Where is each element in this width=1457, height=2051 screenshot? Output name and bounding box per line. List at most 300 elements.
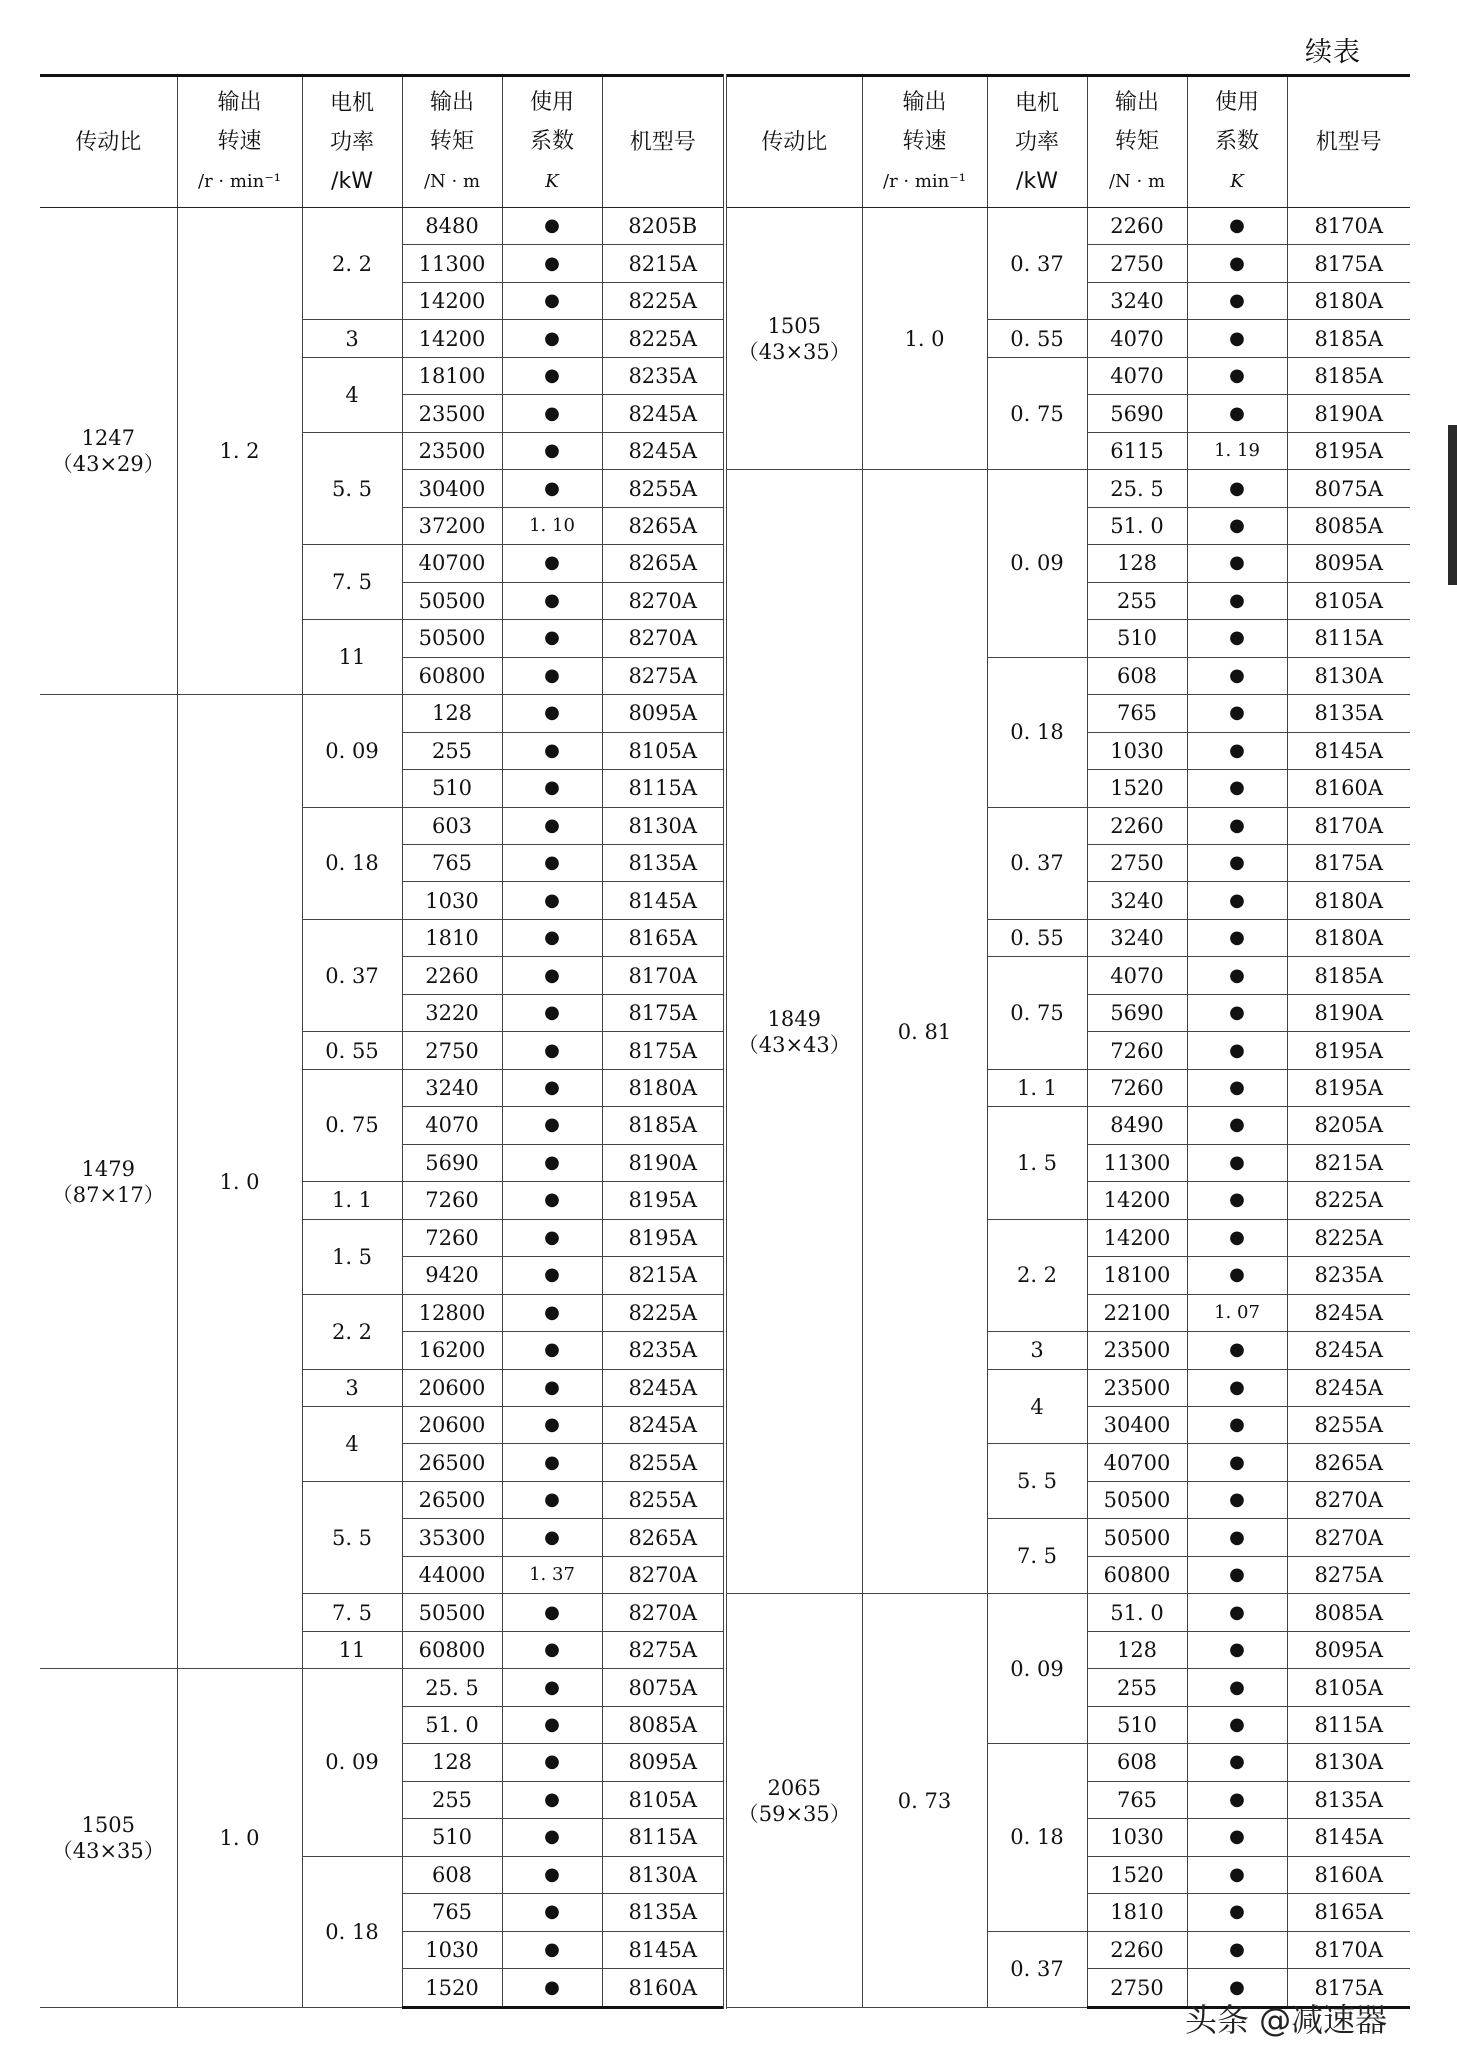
model-number-cell: 8095A [602,1744,725,1781]
model-number-cell: 8115A [602,1819,725,1856]
service-factor-cell: ● [1187,395,1287,432]
service-factor-cell: ● [502,1744,602,1781]
service-factor-cell: ● [502,1369,602,1406]
output-torque-cell: 4070 [1087,357,1187,394]
service-factor-cell: 1. 10 [502,507,602,544]
output-torque-cell: 50500 [402,1594,502,1631]
service-factor-cell: ● [1187,657,1287,694]
service-factor-cell: ● [502,320,602,357]
model-number-cell: 8270A [1287,1519,1410,1556]
output-torque-cell: 7260 [1087,1032,1187,1069]
output-torque-cell: 60800 [402,657,502,694]
output-torque-cell: 128 [402,695,502,732]
service-factor-cell: ● [1187,882,1287,919]
output-torque-cell: 9420 [402,1257,502,1294]
service-factor-cell: ● [502,770,602,807]
output-torque-cell: 1810 [402,919,502,956]
motor-power-cell-right: 0. 37 [987,1931,1087,2007]
output-torque-cell: 255 [1087,582,1187,619]
ratio-value: 1849 [767,1006,821,1031]
service-factor-cell: ● [502,1669,602,1706]
gear-stage-spec: （43×29） [51,452,165,477]
ratio-cell-left [40,695,177,1669]
model-number-cell: 8130A [602,1856,725,1893]
model-number-cell: 8175A [1287,844,1410,881]
motor-power-cell-left: 0. 18 [302,807,402,919]
motor-power-cell-right: 0. 09 [987,470,1087,657]
service-factor-cell: ● [1187,1444,1287,1481]
ratio-value: 1479 [81,1156,135,1181]
model-number-cell: 8170A [602,957,725,994]
header-torque-right: 输出 转矩 /N · m [1087,76,1187,208]
model-number-cell: 8255A [602,1444,725,1481]
motor-power-cell-right: 1. 1 [987,1069,1087,1106]
output-torque-cell: 7260 [1087,1069,1187,1106]
model-number-cell: 8180A [602,1069,725,1106]
output-torque-cell: 50500 [402,620,502,657]
output-torque-cell: 12800 [402,1294,502,1331]
model-number-cell: 8165A [602,919,725,956]
motor-power-cell-left: 1. 1 [302,1182,402,1219]
output-torque-cell: 2260 [1087,1931,1187,1968]
model-number-cell: 8185A [1287,957,1410,994]
service-factor-cell: ● [1187,1669,1287,1706]
output-torque-cell: 1030 [402,1931,502,1968]
motor-power-cell-left: 1. 5 [302,1219,402,1294]
model-number-cell: 8105A [1287,582,1410,619]
service-factor-cell: ● [502,1144,602,1181]
service-factor-cell: ● [502,657,602,694]
model-number-cell: 8205A [1287,1107,1410,1144]
model-number-cell: 8225A [602,1294,725,1331]
service-factor-cell: ● [1187,1481,1287,1518]
output-speed-cell-left: 1. 0 [177,695,302,1669]
output-torque-cell: 1030 [1087,1819,1187,1856]
output-torque-cell: 1520 [1087,770,1187,807]
header-factor-left: 使用 系数 K [502,76,602,208]
service-factor-cell: ● [502,432,602,469]
motor-power-cell-left: 4 [302,357,402,432]
service-factor-cell: ● [1187,1032,1287,1069]
output-torque-cell: 20600 [402,1369,502,1406]
model-number-cell: 8075A [602,1669,725,1706]
output-torque-cell: 50500 [402,582,502,619]
service-factor-cell: ● [502,732,602,769]
output-speed-cell-left: 1. 2 [177,208,302,695]
output-torque-cell: 2260 [1087,807,1187,844]
motor-power-cell-left: 0. 55 [302,1032,402,1069]
service-factor-cell: ● [1187,1257,1287,1294]
service-factor-cell: ● [1187,957,1287,994]
output-torque-cell: 1520 [1087,1856,1187,1893]
model-number-cell: 8245A [1287,1369,1410,1406]
header-factor-right: 使用 系数 K [1187,76,1287,208]
output-torque-cell: 16200 [402,1332,502,1369]
output-torque-cell: 1810 [1087,1894,1187,1931]
model-number-cell: 8225A [1287,1219,1410,1256]
output-torque-cell: 51. 0 [1087,1594,1187,1631]
output-torque-cell: 510 [1087,620,1187,657]
service-factor-cell: ● [502,1856,602,1893]
model-number-cell: 8275A [1287,1556,1410,1593]
output-torque-cell: 18100 [1087,1257,1187,1294]
service-factor-cell: ● [1187,1931,1287,1968]
output-torque-cell: 50500 [1087,1481,1187,1518]
service-factor-cell: ● [1187,208,1287,245]
service-factor-cell: ● [502,1444,602,1481]
model-number-cell: 8215A [602,245,725,282]
service-factor-cell: ● [502,882,602,919]
model-number-cell: 8115A [1287,1706,1410,1743]
service-factor-cell: ● [1187,1969,1287,2008]
output-speed-cell-right: 0. 73 [862,1594,987,2008]
output-torque-cell: 23500 [1087,1369,1187,1406]
motor-power-cell-left: 0. 09 [302,695,402,807]
output-torque-cell: 26500 [402,1444,502,1481]
model-number-cell: 8245A [602,1407,725,1444]
model-number-cell: 8115A [1287,620,1410,657]
service-factor-cell: ● [502,282,602,319]
output-torque-cell: 2750 [1087,245,1187,282]
output-torque-cell: 510 [1087,1706,1187,1743]
table-continued-caption: 续表 [1305,37,1361,68]
service-factor-cell: ● [502,1706,602,1743]
model-number-cell: 8105A [602,1781,725,1818]
model-number-cell: 8245A [1287,1332,1410,1369]
model-number-cell: 8145A [602,1931,725,1968]
motor-power-cell-left: 0. 18 [302,1856,402,2007]
output-torque-cell: 11300 [402,245,502,282]
service-factor-cell: ● [502,957,602,994]
model-number-cell: 8175A [602,1032,725,1069]
output-torque-cell: 255 [402,732,502,769]
motor-power-cell-left: 4 [302,1407,402,1482]
model-number-cell: 8275A [602,1631,725,1668]
motor-power-cell-right: 0. 75 [987,357,1087,469]
model-number-cell: 8135A [1287,695,1410,732]
ratio-value: 1505 [81,1813,135,1838]
model-number-cell: 8270A [1287,1481,1410,1518]
model-number-cell: 8235A [602,1332,725,1369]
gear-reducer-selection-table [40,74,1410,2009]
service-factor-cell: ● [1187,1107,1287,1144]
ratio-cell-right [725,470,862,1594]
service-factor-cell: ● [502,1894,602,1931]
model-number-cell: 8175A [1287,245,1410,282]
header-torque-left: 输出 转矩 /N · m [402,76,502,208]
output-torque-cell: 25. 5 [1087,470,1187,507]
output-torque-cell: 3240 [1087,282,1187,319]
output-torque-cell: 5690 [1087,994,1187,1031]
service-factor-cell: ● [1187,1631,1287,1668]
gear-stage-spec: （87×17） [51,1182,165,1207]
service-factor-cell: 1. 37 [502,1556,602,1593]
output-torque-cell: 22100 [1087,1294,1187,1331]
gear-stage-spec: （43×35） [737,339,851,364]
model-number-cell: 8180A [1287,882,1410,919]
output-torque-cell: 51. 0 [402,1706,502,1743]
output-torque-cell: 3240 [1087,919,1187,956]
service-factor-cell: ● [502,1594,602,1631]
service-factor-cell: ● [1187,1856,1287,1893]
model-number-cell: 8180A [1287,919,1410,956]
service-factor-cell: ● [502,1519,602,1556]
service-factor-cell: ● [502,1069,602,1106]
model-number-cell: 8195A [1287,432,1410,469]
model-number-cell: 8235A [602,357,725,394]
model-number-cell: 8135A [1287,1781,1410,1818]
motor-power-cell-right: 0. 09 [987,1594,1087,1744]
service-factor-cell: ● [502,1781,602,1818]
model-number-cell: 8085A [602,1706,725,1743]
service-factor-cell: ● [502,470,602,507]
motor-power-cell-right: 0. 18 [987,657,1087,807]
ratio-value: 1505 [767,313,821,338]
ratio-value: 2065 [767,1775,821,1800]
motor-power-cell-left: 11 [302,1631,402,1668]
output-torque-cell: 23500 [1087,1332,1187,1369]
model-number-cell: 8170A [1287,807,1410,844]
output-torque-cell: 608 [402,1856,502,1893]
service-factor-cell: ● [1187,732,1287,769]
output-torque-cell: 603 [402,807,502,844]
model-number-cell: 8190A [1287,994,1410,1031]
output-torque-cell: 5690 [402,1144,502,1181]
output-torque-cell: 40700 [402,545,502,582]
service-factor-cell: ● [502,1931,602,1968]
service-factor-cell: ● [1187,1781,1287,1818]
model-number-cell: 8105A [602,732,725,769]
service-factor-cell: ● [1187,1369,1287,1406]
model-number-cell: 8270A [602,1594,725,1631]
service-factor-cell: ● [1187,1182,1287,1219]
model-number-cell: 8270A [602,582,725,619]
page-edge-tab [1448,425,1457,585]
motor-power-cell-left: 0. 09 [302,1669,402,1856]
motor-power-cell-right: 0. 37 [987,807,1087,919]
output-torque-cell: 60800 [402,1631,502,1668]
output-torque-cell: 765 [402,1894,502,1931]
service-factor-cell: ● [502,1107,602,1144]
model-number-cell: 8095A [1287,545,1410,582]
motor-power-cell-right: 5. 5 [987,1444,1087,1519]
model-number-cell: 8130A [1287,657,1410,694]
output-torque-cell: 8480 [402,208,502,245]
output-torque-cell: 2750 [1087,844,1187,881]
service-factor-cell: ● [1187,844,1287,881]
motor-power-cell-left: 2. 2 [302,208,402,320]
output-torque-cell: 25. 5 [402,1669,502,1706]
output-torque-cell: 50500 [1087,1519,1187,1556]
model-number-cell: 8245A [602,1369,725,1406]
model-number-cell: 8255A [602,470,725,507]
service-factor-cell: ● [1187,1819,1287,1856]
service-factor-cell: ● [1187,1594,1287,1631]
model-number-cell: 8185A [602,1107,725,1144]
output-torque-cell: 3240 [1087,882,1187,919]
model-number-cell: 8195A [602,1219,725,1256]
ratio-cell-left [40,1669,177,2008]
motor-power-cell-right: 2. 2 [987,1219,1087,1331]
service-factor-cell: ● [502,807,602,844]
service-factor-cell: ● [502,1294,602,1331]
service-factor-cell: ● [1187,1556,1287,1593]
output-torque-cell: 14200 [402,282,502,319]
model-number-cell: 8225A [1287,1182,1410,1219]
model-number-cell: 8270A [602,620,725,657]
watermark: 头条 @减速器 [1185,2001,1388,2039]
output-torque-cell: 30400 [1087,1407,1187,1444]
service-factor-cell: ● [502,695,602,732]
model-number-cell: 8095A [602,695,725,732]
model-number-cell: 8130A [1287,1744,1410,1781]
motor-power-cell-right: 0. 18 [987,1744,1087,1931]
header-power-left: 电机 功率 /kW [302,76,402,208]
motor-power-cell-right: 1. 5 [987,1107,1087,1219]
output-torque-cell: 51. 0 [1087,507,1187,544]
service-factor-cell: ● [502,620,602,657]
service-factor-cell: ● [502,245,602,282]
service-factor-cell: ● [1187,1407,1287,1444]
model-number-cell: 8265A [1287,1444,1410,1481]
service-factor-cell: ● [502,1631,602,1668]
service-factor-cell: ● [1187,1144,1287,1181]
model-number-cell: 8145A [602,882,725,919]
output-torque-cell: 128 [1087,1631,1187,1668]
service-factor-cell: ● [502,357,602,394]
output-torque-cell: 255 [402,1781,502,1818]
output-torque-cell: 510 [402,1819,502,1856]
model-number-cell: 8145A [1287,1819,1410,1856]
output-torque-cell: 18100 [402,357,502,394]
service-factor-cell: ● [502,1819,602,1856]
service-factor-cell: ● [502,1032,602,1069]
model-number-cell: 8180A [1287,282,1410,319]
output-torque-cell: 3220 [402,994,502,1031]
model-number-cell: 8245A [602,395,725,432]
service-factor-cell: ● [1187,245,1287,282]
output-torque-cell: 4070 [1087,320,1187,357]
service-factor-cell: ● [1187,770,1287,807]
service-factor-cell: ● [502,1182,602,1219]
model-number-cell: 8190A [1287,395,1410,432]
output-torque-cell: 1030 [1087,732,1187,769]
output-torque-cell: 23500 [402,395,502,432]
service-factor-cell: ● [1187,1069,1287,1106]
model-number-cell: 8190A [602,1144,725,1181]
motor-power-cell-left: 7. 5 [302,1594,402,1631]
output-torque-cell: 608 [1087,1744,1187,1781]
model-number-cell: 8175A [602,994,725,1031]
output-speed-cell-right: 1. 0 [862,208,987,470]
output-torque-cell: 60800 [1087,1556,1187,1593]
service-factor-cell: ● [1187,1519,1287,1556]
service-factor-cell: ● [1187,1894,1287,1931]
output-torque-cell: 8490 [1087,1107,1187,1144]
model-number-cell: 8085A [1287,1594,1410,1631]
output-torque-cell: 37200 [402,507,502,544]
model-number-cell: 8235A [1287,1257,1410,1294]
model-number-cell: 8255A [602,1481,725,1518]
motor-power-cell-left: 3 [302,320,402,357]
model-number-cell: 8185A [1287,320,1410,357]
model-number-cell: 8245A [602,432,725,469]
motor-power-cell-left: 3 [302,1369,402,1406]
model-number-cell: 8255A [1287,1407,1410,1444]
model-number-cell: 8160A [1287,770,1410,807]
output-torque-cell: 608 [1087,657,1187,694]
output-torque-cell: 765 [1087,1781,1187,1818]
service-factor-cell: ● [502,395,602,432]
service-factor-cell: ● [502,208,602,245]
output-torque-cell: 2750 [1087,1969,1187,2008]
motor-power-cell-left: 0. 37 [302,919,402,1031]
model-number-cell: 8195A [602,1182,725,1219]
header-model-left: 机型号 [602,76,725,208]
service-factor-cell: ● [1187,357,1287,394]
model-number-cell: 8245A [1287,1294,1410,1331]
motor-power-cell-left: 11 [302,620,402,695]
service-factor-cell: ● [502,1332,602,1369]
service-factor-cell: ● [1187,919,1287,956]
motor-power-cell-right: 0. 75 [987,957,1087,1069]
header-model-right: 机型号 [1287,76,1410,208]
output-torque-cell: 14200 [1087,1182,1187,1219]
motor-power-cell-left: 0. 75 [302,1069,402,1181]
model-number-cell: 8160A [1287,1856,1410,1893]
service-factor-cell: ● [1187,582,1287,619]
ratio-cell-right [725,1594,862,2008]
output-torque-cell: 5690 [1087,395,1187,432]
output-torque-cell: 20600 [402,1407,502,1444]
model-number-cell: 8265A [602,1519,725,1556]
output-torque-cell: 1520 [402,1969,502,2008]
output-torque-cell: 7260 [402,1182,502,1219]
ratio-cell-right [725,208,862,470]
motor-power-cell-right: 0. 37 [987,208,1087,320]
model-number-cell: 8145A [1287,732,1410,769]
output-torque-cell: 7260 [402,1219,502,1256]
motor-power-cell-right: 0. 55 [987,320,1087,357]
model-number-cell: 8075A [1287,470,1410,507]
motor-power-cell-left: 7. 5 [302,545,402,620]
model-number-cell: 8170A [1287,1931,1410,1968]
output-speed-cell-right: 0. 81 [862,470,987,1594]
service-factor-cell: ● [1187,1219,1287,1256]
motor-power-cell-right: 4 [987,1369,1087,1444]
output-torque-cell: 2750 [402,1032,502,1069]
output-torque-cell: 44000 [402,1556,502,1593]
motor-power-cell-left: 2. 2 [302,1294,402,1369]
output-torque-cell: 255 [1087,1669,1187,1706]
model-number-cell: 8115A [602,770,725,807]
service-factor-cell: ● [502,582,602,619]
motor-power-cell-right: 3 [987,1332,1087,1369]
model-number-cell: 8095A [1287,1631,1410,1668]
output-torque-cell: 1030 [402,882,502,919]
model-number-cell: 8105A [1287,1669,1410,1706]
header-speed-right: 输出 转速 /r · min⁻¹ [862,76,987,208]
output-torque-cell: 26500 [402,1481,502,1518]
table-row [40,208,1410,245]
service-factor-cell: ● [1187,620,1287,657]
table-body [40,208,1410,2008]
model-number-cell: 8205B [602,208,725,245]
gear-stage-spec: （43×35） [51,1839,165,1864]
output-torque-cell: 2260 [402,957,502,994]
service-factor-cell: ● [502,844,602,881]
service-factor-cell: ● [502,1257,602,1294]
